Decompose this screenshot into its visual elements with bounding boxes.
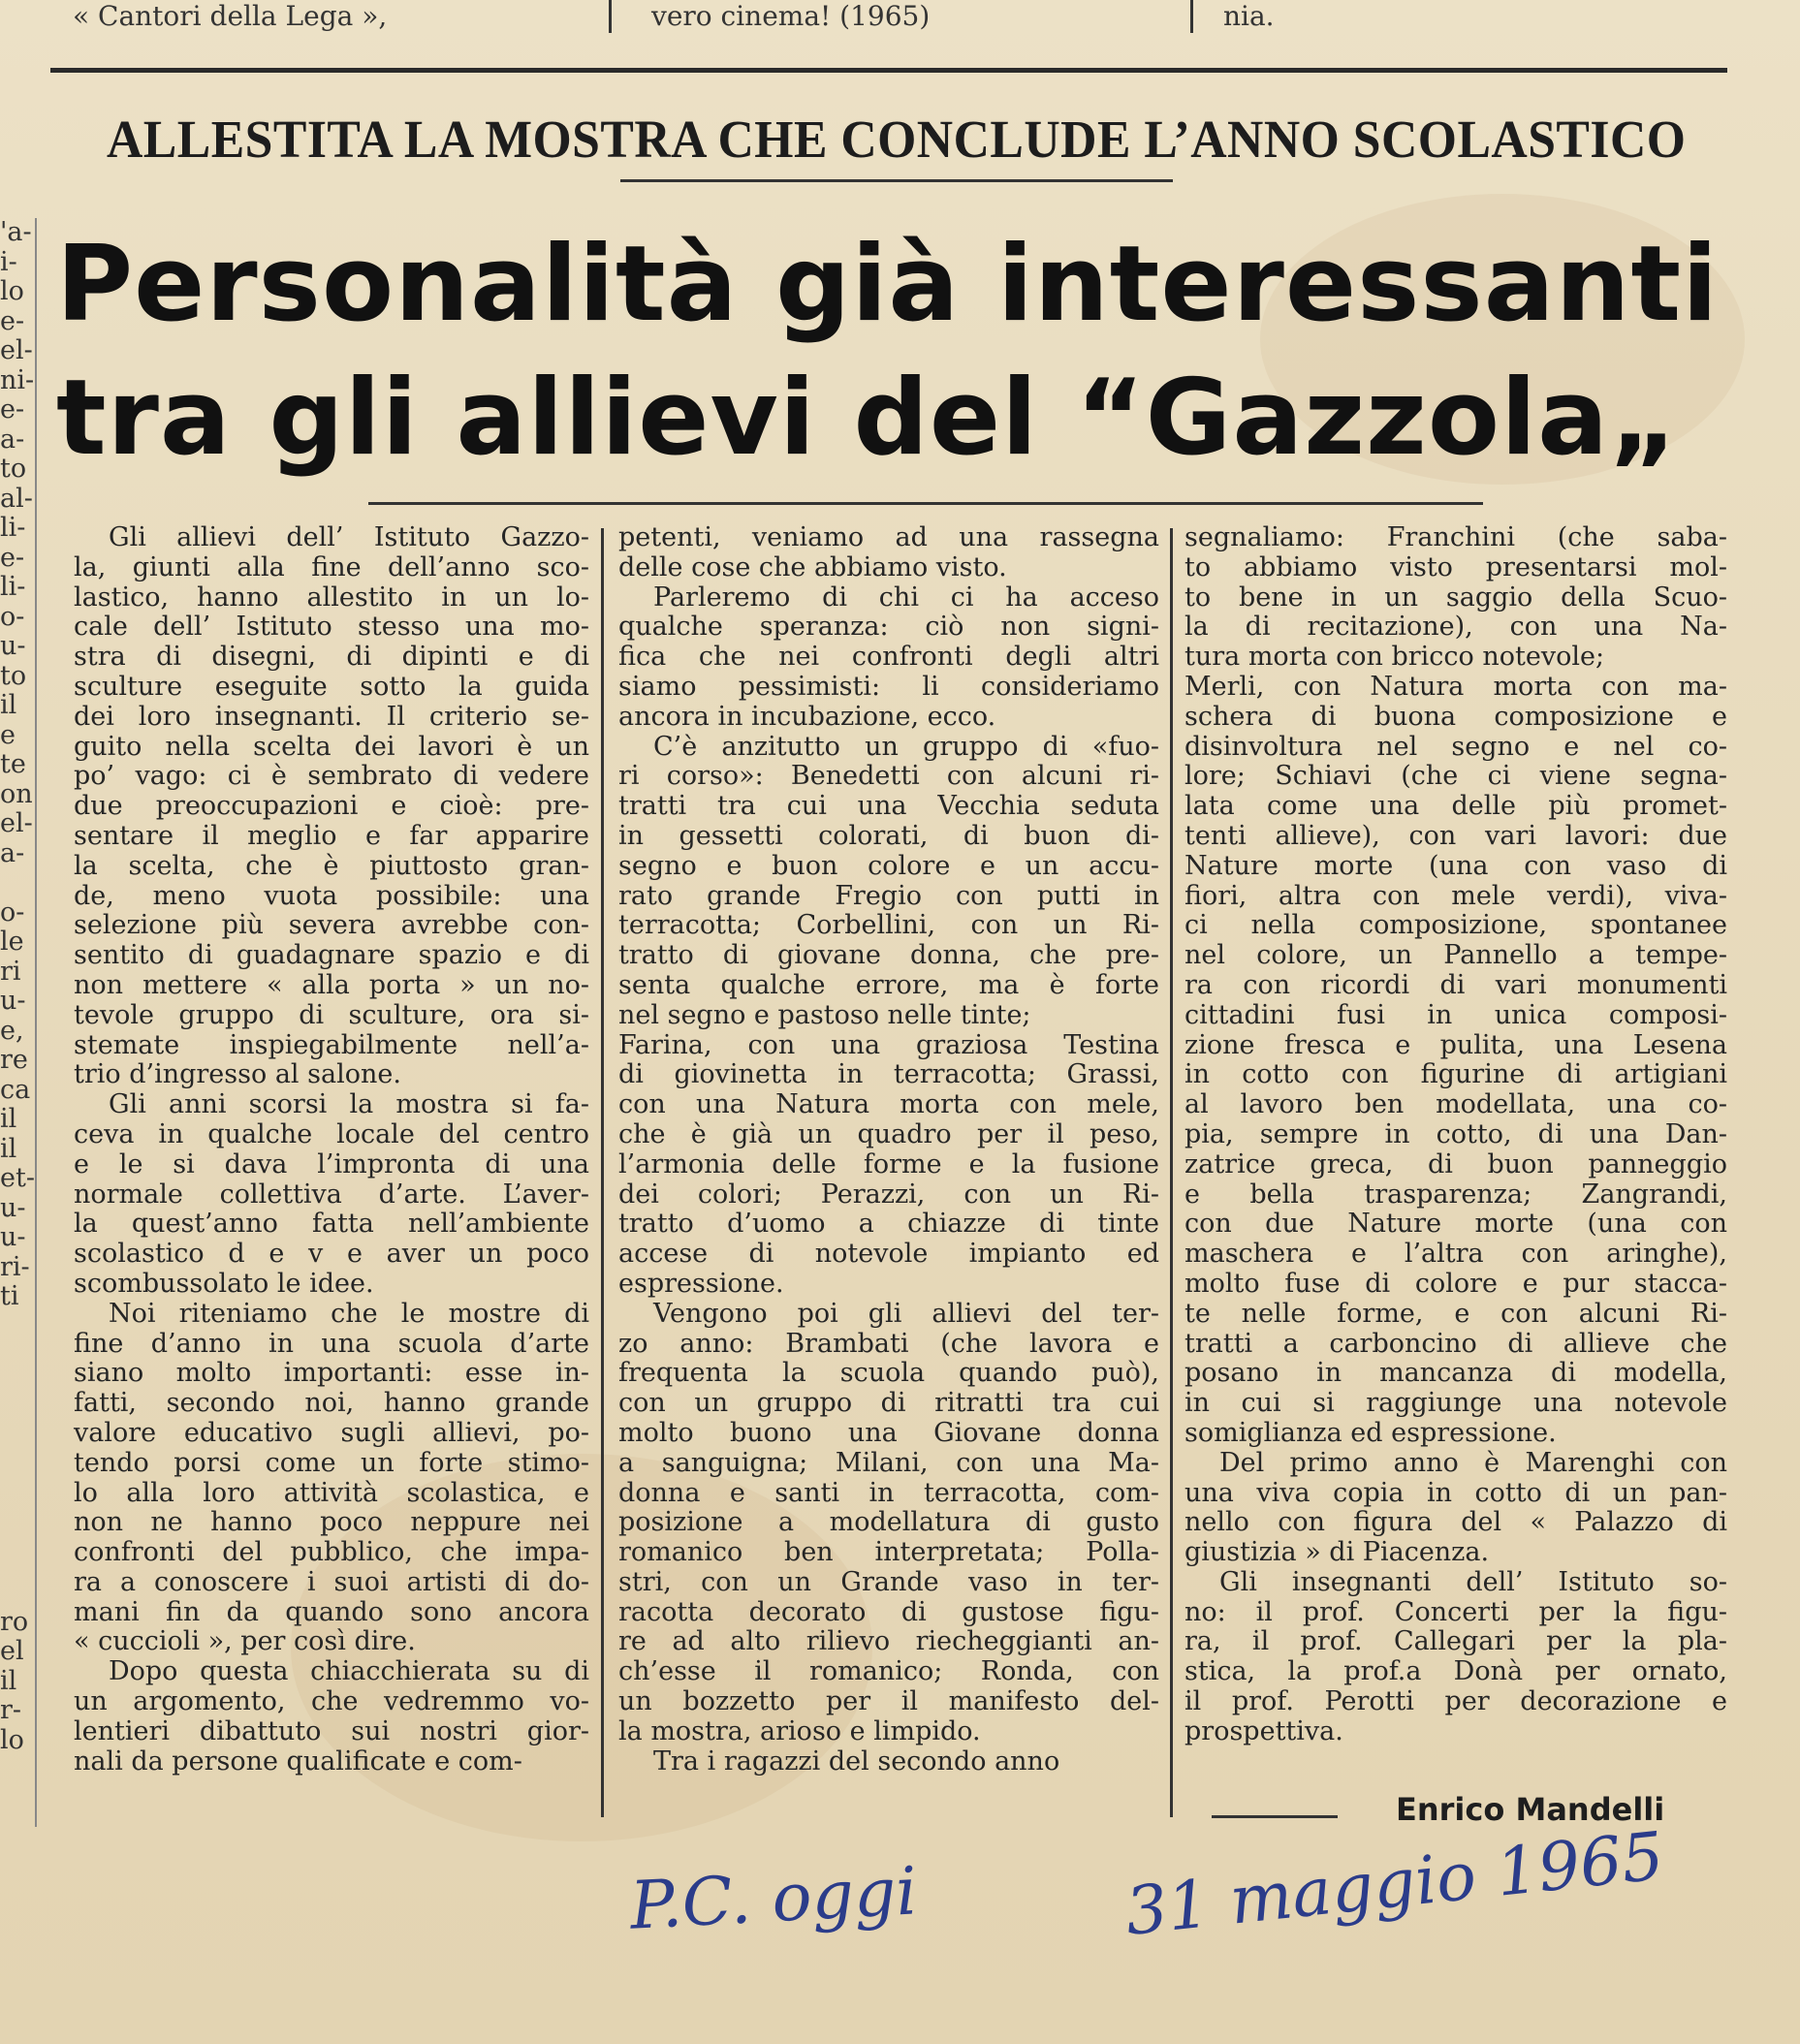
article-line: valore educativo sugli allievi, po- [74, 1417, 589, 1448]
article-line: stica, la prof.a Donà per ornato, [1184, 1656, 1727, 1687]
article-line: tendo porsi come un forte stimo- [74, 1447, 589, 1478]
margin-fragment: ti [0, 1281, 19, 1311]
article-line: racotta decorato di gustose figu- [618, 1596, 1159, 1627]
article-line: tura morta con bricco notevole; [1184, 642, 1605, 673]
article-line: un bozzetto per il manifesto del- [618, 1686, 1159, 1717]
article-line: molto fuse di colore e pur stacca- [1184, 1268, 1727, 1299]
article-line: che è già un quadro per il peso, [618, 1118, 1159, 1149]
article-line: zatrice greca, di buon panneggio [1184, 1148, 1727, 1179]
margin-fragment: le [0, 927, 24, 957]
article-line: pia, sempre in cotto, di una Dan- [1184, 1118, 1727, 1149]
article-line: al lavoro ben modellata, una co- [1184, 1089, 1727, 1120]
main-headline [56, 218, 1733, 486]
article-line: posizione a modellatura di gusto [618, 1507, 1159, 1538]
margin-fragment: il [0, 1133, 17, 1164]
article-line: non mettere « alla porta » un no- [74, 969, 589, 1000]
article-line: Dopo questa chiacchierata su di [109, 1656, 589, 1687]
article-line: sculture eseguite sotto la guida [74, 671, 589, 702]
margin-fragment: on [0, 778, 33, 809]
margin-fragment: u- [0, 1222, 26, 1252]
article-line: Tra i ragazzi del secondo anno [653, 1745, 1060, 1777]
article-line: posano in mancanza di modella, [1184, 1358, 1727, 1389]
article-line: non ne hanno poco neppure nei [74, 1507, 589, 1538]
margin-fragment: e- [0, 542, 25, 573]
margin-fragment: ri- [0, 1251, 30, 1282]
article-line: molto buono una Giovane donna [618, 1417, 1159, 1448]
article-line: zo anno: Brambati (che lavora e [618, 1328, 1159, 1359]
byline-dash [1212, 1815, 1338, 1818]
article-line: con due Nature morte (una con [1184, 1209, 1727, 1240]
margin-fragment [0, 1578, 27, 1608]
margin-fragment [0, 1312, 27, 1342]
article-line: dei loro insegnanti. Il criterio se- [74, 701, 589, 732]
article-line: e bella trasparenza; Zangrandi, [1184, 1179, 1727, 1210]
article-line: accese di notevole impianto ed [618, 1239, 1159, 1270]
article-line: donna e santi in terracotta, com- [618, 1477, 1159, 1508]
article-line: due preoccupazioni e cioè: pre- [74, 791, 589, 822]
article-column-3 [1184, 523, 1727, 1747]
margin-fragment: lo [0, 276, 24, 306]
article-line: Gli allievi dell’ Istituto Gazzo- [109, 522, 589, 552]
article-line: lata come una delle più promet- [1184, 791, 1727, 822]
article-line: Gli insegnanti dell’ Istituto so- [1219, 1566, 1727, 1597]
article-line: nel colore, un Pannello a tempe- [1184, 940, 1727, 971]
margin-fragment [0, 868, 27, 898]
article-line: fine d’anno in una scuola d’arte [74, 1328, 589, 1359]
margin-fragment: u- [0, 631, 26, 661]
article-line: C’è anzitutto un gruppo di «fuo- [653, 731, 1159, 762]
article-line: un argomento, che vedremmo vo- [74, 1686, 589, 1717]
article-line: con un gruppo di ritratti tra cui [618, 1388, 1159, 1419]
article-line: ra con ricordi di vari monumenti [1184, 969, 1727, 1000]
margin-fragment [0, 1400, 27, 1431]
headline-line-2: tra gli allievi del “Gazzola„ [56, 358, 1679, 479]
article-line: fatti, secondo noi, hanno grande [74, 1388, 589, 1419]
article-line: il prof. Perotti per decorazione e [1184, 1686, 1727, 1717]
article-line: in gessetti colorati, di buon di- [618, 820, 1159, 851]
article-line: stra di disegni, di dipinti e di [74, 642, 589, 673]
margin-fragment: il [0, 1665, 17, 1696]
article-column-2 [618, 523, 1159, 1777]
article-line: cale dell’ Istituto stesso una mo- [74, 612, 589, 643]
article-line: la quest’anno fatta nell’ambiente [74, 1209, 589, 1240]
article-line: qualche speranza: ciò non signi- [618, 612, 1159, 643]
article-line: maschera e l’altra con aringhe), [1184, 1239, 1727, 1270]
margin-fragment: u- [0, 986, 26, 1016]
article-line: tenti allieve), con vari lavori: due [1184, 820, 1727, 851]
article-line: confronti del pubblico, che impa- [74, 1537, 589, 1568]
article-line: Parleremo di chi ci ha acceso [653, 582, 1159, 613]
article-line: ch’esse il romanico; Ronda, con [618, 1656, 1159, 1687]
article-line: in cotto con figurine di artigiani [1184, 1059, 1727, 1090]
margin-fragment: ro [0, 1606, 29, 1637]
margin-fragment: o- [0, 601, 25, 632]
margin-fragment: r- [0, 1695, 22, 1725]
article-line: re ad alto rilievo riecheggianti an- [618, 1626, 1159, 1657]
margin-fragment: el- [0, 808, 33, 838]
kicker-headline: ALLESTITA LA MOSTRA CHE CONCLUDE L’ANNO SCOLASTICO [107, 110, 1687, 169]
article-line: Farina, con una graziosa Testina [618, 1029, 1159, 1060]
article-line: segnaliamo: Franchini (che saba- [1184, 522, 1727, 552]
top-strip-right: nia. [1223, 0, 1275, 32]
column-separator [1170, 528, 1173, 1817]
article-line: romanico ben interpretata; Polla- [618, 1537, 1159, 1568]
margin-fragment [0, 1431, 27, 1461]
margin-fragment: li- [0, 513, 26, 543]
article-line: prospettiva. [1184, 1715, 1343, 1746]
article-line: cittadini fusi in unica composi- [1184, 999, 1727, 1030]
article-line: di giovinetta in terracotta; Grassi, [618, 1059, 1159, 1090]
article-line: terracotta; Corbellini, con un Ri- [618, 910, 1159, 941]
margin-fragment: ca [0, 1074, 31, 1105]
margin-fragment [0, 1549, 27, 1579]
margin-fragment: 'a- [0, 217, 32, 247]
article-line: nali da persone qualificate e com- [74, 1745, 522, 1777]
article-line: disinvoltura nel segno e nel co- [1184, 731, 1727, 762]
byline: Enrico Mandelli [1396, 1791, 1665, 1828]
article-column-1 [74, 523, 589, 1777]
left-cut-edge [35, 218, 37, 1827]
top-column-separator [609, 0, 612, 33]
article-line: nel segno e pastoso nelle tinte; [618, 999, 1031, 1030]
margin-fragment [0, 1490, 27, 1520]
margin-fragment: a- [0, 424, 25, 455]
margin-fragment: te [0, 749, 26, 779]
margin-fragment: to [0, 454, 27, 484]
article-line: somiglianza ed espressione. [1184, 1417, 1557, 1448]
article-line: scombussolato le idee. [74, 1268, 374, 1299]
margin-fragment: et- [0, 1163, 35, 1193]
margin-fragment: ni- [0, 364, 35, 395]
article-line: tratto di giovane donna, che pre- [618, 940, 1159, 971]
article-line: selezione più severa avrebbe con- [74, 910, 589, 941]
article-line: normale collettiva d’arte. L’aver- [74, 1179, 589, 1210]
article-line: ceva in qualche locale del centro [74, 1118, 589, 1149]
article-line: ra a conoscere i suoi artisti di do- [74, 1566, 589, 1597]
article-line: tevole gruppo di sculture, ora si- [74, 999, 589, 1030]
margin-fragment: el [0, 1636, 24, 1666]
margin-fragment: o- [0, 896, 25, 928]
article-line: no: il prof. Concerti per la figu- [1184, 1596, 1727, 1627]
margin-fragment: il [0, 690, 17, 720]
article-line: to abbiamo visto presentarsi mol- [1184, 551, 1727, 582]
article-line: lore; Schiavi (che ci viene segna- [1184, 761, 1727, 792]
margin-fragment: li- [0, 572, 26, 602]
article-line: lentieri dibattuto sui nostri gior- [74, 1715, 589, 1746]
article-line: te nelle forme, e con alcuni Ri- [1184, 1298, 1727, 1329]
article-line: mani fin da quando sono ancora [74, 1596, 589, 1627]
article-line: e le si dava l’impronta di una [74, 1148, 589, 1179]
article-line: stemate inspiegabilmente nell’a- [74, 1029, 589, 1060]
article-line: rato grande Fregio con putti in [618, 880, 1159, 911]
article-line: « cuccioli », per così dire. [74, 1626, 416, 1657]
article-line: lo alla loro attività scolastica, e [74, 1477, 589, 1508]
margin-fragment [0, 1341, 27, 1371]
column-separator [601, 528, 604, 1817]
kicker-rule [620, 179, 1173, 182]
article-line: dei colori; Perazzi, con un Ri- [618, 1179, 1159, 1210]
margin-fragment: re [0, 1045, 28, 1075]
margin-fragment: al- [0, 483, 33, 514]
article-line: lastico, hanno allestito in un lo- [74, 582, 589, 613]
article-line: fiori, altra con mele verdi), viva- [1184, 880, 1727, 911]
margin-fragment: il [0, 1104, 17, 1134]
article-line: senta qualche errore, ma è forte [618, 969, 1159, 1000]
margin-fragment: e [0, 719, 16, 750]
article-line: trio d’ingresso al salone. [74, 1059, 401, 1090]
article-line: po’ vago: ci è sembrato di vedere [74, 761, 589, 792]
article-line: con una Natura morta con mele, [618, 1089, 1159, 1120]
article-line: nello con figura del « Palazzo di [1184, 1507, 1727, 1538]
margin-fragment: i- [0, 246, 17, 277]
article-line: tratto d’uomo a chiazze di tinte [618, 1209, 1159, 1240]
margin-fragment [0, 1460, 27, 1490]
top-rule [50, 68, 1727, 73]
article-line: tratti tra cui una Vecchia seduta [618, 791, 1159, 822]
article-line: ri corso»: Benedetti con alcuni ri- [618, 761, 1159, 792]
article-line: la mostra, arioso e limpido. [618, 1715, 981, 1746]
handwritten-date-note: 31 maggio 1965 [1121, 1818, 1668, 1951]
margin-fragment [0, 1519, 27, 1549]
margin-fragment: u- [0, 1192, 26, 1223]
article-line: sentito di guadagnare spazio e di [74, 940, 589, 971]
article-line: ra, il prof. Callegari per la pla- [1184, 1626, 1727, 1657]
article-line: segno e buon colore e un accu- [618, 850, 1159, 881]
article-line: siamo pessimisti: li consideriamo [618, 671, 1159, 702]
article-line: giustizia » di Piacenza. [1184, 1537, 1490, 1568]
article-line: to bene in un saggio della Scuo- [1184, 582, 1727, 613]
article-line: de, meno vuota possibile: una [74, 880, 589, 911]
article-line: zione fresca e pulita, una Lesena [1184, 1029, 1727, 1060]
article-line: la scelta, che è piuttosto gran- [74, 850, 589, 881]
article-line: Del primo anno è Marenghi con [1219, 1447, 1727, 1478]
margin-fragment: e- [0, 394, 25, 425]
article-line: la, giunti alla fine dell’anno sco- [74, 551, 589, 582]
margin-fragment: to [0, 660, 27, 691]
article-line: tratti a carboncino di allieve che [1184, 1328, 1727, 1359]
article-line: scolastico d e v e aver un poco [74, 1239, 589, 1270]
article-line: Merli, con Natura morta con ma- [1184, 671, 1727, 702]
margin-fragment [0, 1371, 27, 1401]
left-margin-column-fragments [0, 217, 35, 1755]
article-line: ci nella composizione, spontanee [1184, 910, 1727, 941]
headline-rule [368, 502, 1483, 505]
top-strip-left: « Cantori della Lega », [73, 0, 388, 32]
article-line: frequenta la scuola quando può), [618, 1358, 1159, 1389]
article-line: la di recitazione), con una Na- [1184, 612, 1727, 643]
article-line: stri, con un Grande vaso in ter- [618, 1566, 1159, 1597]
article-line: fica che nei confronti degli altri [618, 642, 1159, 673]
article-line: una viva copia in cotto di un pan- [1184, 1477, 1727, 1508]
margin-fragment: ri [0, 956, 21, 987]
previous-article-strip [0, 0, 1800, 39]
top-column-separator [1190, 0, 1193, 33]
article-line: Vengono poi gli allievi del ter- [653, 1298, 1159, 1329]
article-line: guito nella scelta dei lavori è un [74, 731, 589, 762]
headline-line-1: Personalità già interessanti [56, 224, 1720, 345]
margin-fragment: lo [0, 1724, 24, 1755]
article-line: espressione. [618, 1268, 784, 1299]
margin-fragment: a- [0, 837, 25, 868]
article-line: Gli anni scorsi la mostra si fa- [109, 1089, 589, 1120]
article-line: petenti, veniamo ad una rassegna [618, 522, 1159, 552]
article-line: a sanguigna; Milani, con una Ma- [618, 1447, 1159, 1478]
article-line: siano molto importanti: esse in- [74, 1358, 589, 1389]
article-line: ancora in incubazione, ecco. [618, 701, 996, 732]
article-line: Nature morte (una con vaso di [1184, 850, 1727, 881]
article-line: delle cose che abbiamo visto. [618, 551, 1007, 582]
article-line: schera di buona composizione e [1184, 701, 1727, 732]
article-line: in cui si raggiunge una notevole [1184, 1388, 1727, 1419]
article-line: sentare il meglio e far apparire [74, 820, 589, 851]
top-strip-middle: vero cinema! (1965) [651, 0, 931, 32]
handwritten-source-note: P.C. oggi [628, 1853, 920, 1945]
article-line: Noi riteniamo che le mostre di [109, 1298, 589, 1329]
margin-fragment: e, [0, 1015, 24, 1046]
margin-fragment: e- [0, 305, 25, 336]
margin-fragment: el- [0, 335, 33, 365]
article-line: l’armonia delle forme e la fusione [618, 1148, 1159, 1179]
